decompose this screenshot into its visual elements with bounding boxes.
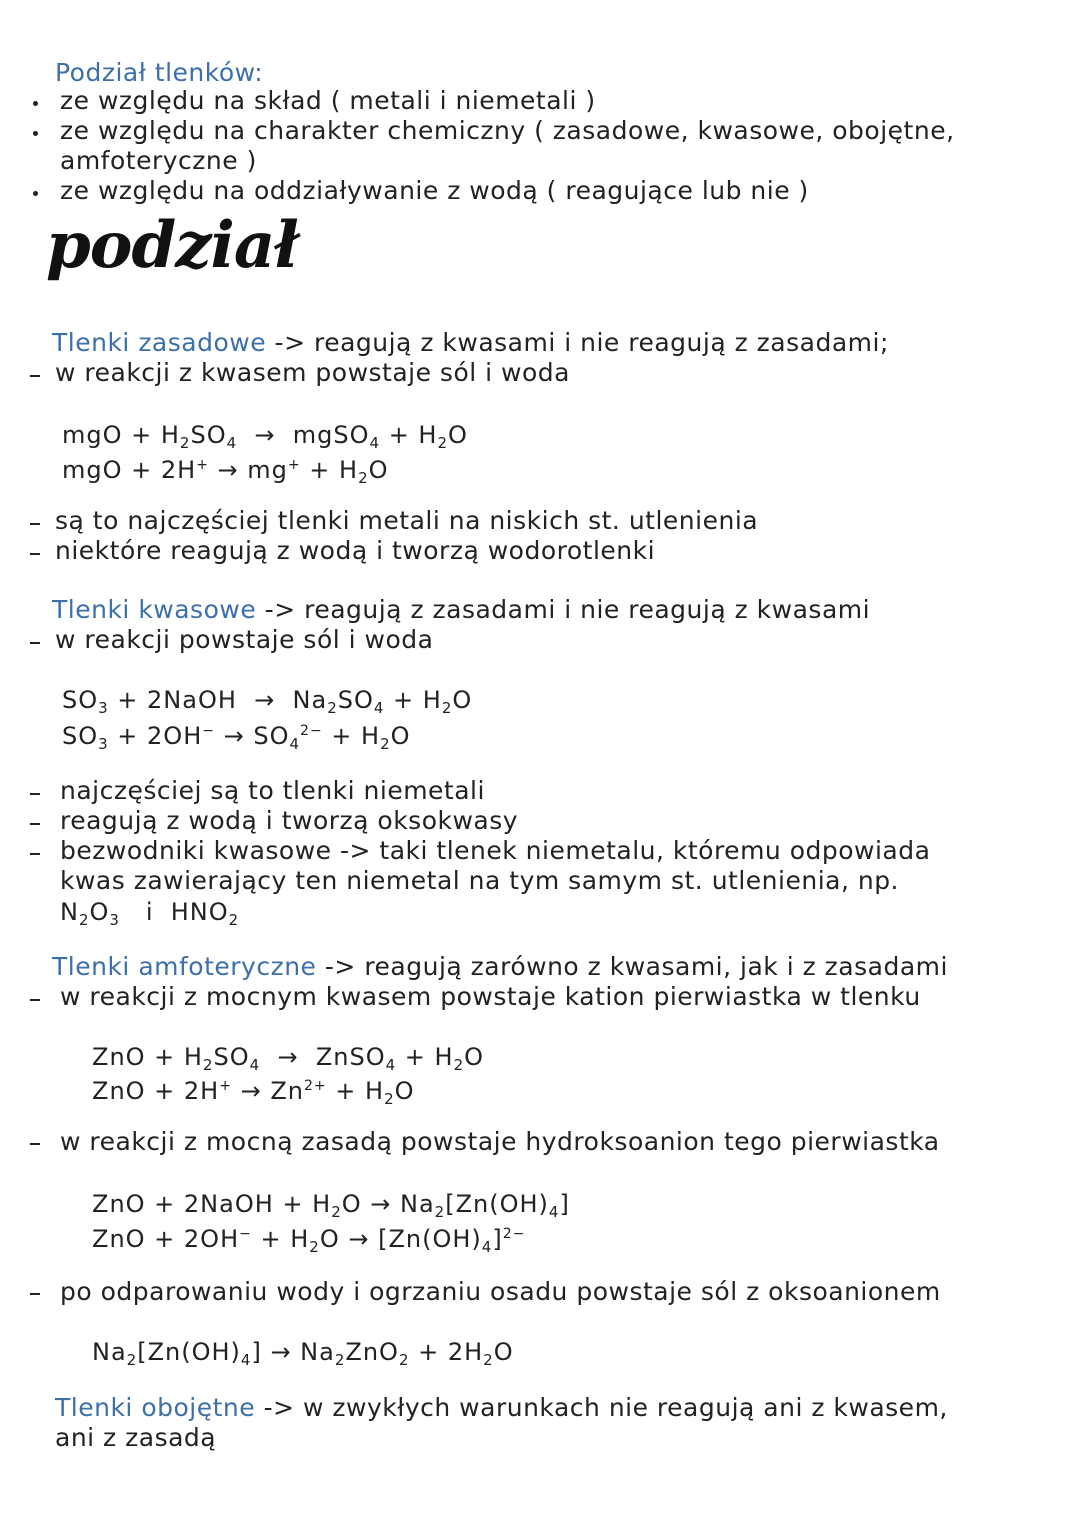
- arrow: ->: [324, 952, 356, 981]
- equation-mgo-2: mgO + $2H^+ \to mg^+ + H_2O$: [62, 456, 389, 487]
- acidic-note-2: reagują z wodą i tworzą oksokwasy: [60, 806, 519, 835]
- dash: [30, 523, 40, 525]
- dash: [30, 553, 40, 555]
- amphoteric-oxides-label: Tlenki amfoteryczne: [52, 952, 317, 981]
- dash: [30, 642, 40, 644]
- arrow: ->: [264, 595, 296, 624]
- basic-oxides-label: Tlenki zasadowe: [52, 328, 267, 357]
- amphoteric-oxides-desc: reagują zarówno z kwasami, jak i z zasadami: [364, 952, 948, 981]
- basic-note-2: niektóre reagują z wodą i tworzą wodorotlenki: [55, 536, 656, 565]
- intro-bullet-1: ze względu na skład ( metali i niemetali ): [60, 86, 596, 115]
- amphoteric-point-3: po odparowaniu wody i ogrzaniu osadu powstaje sól z oksoanionem: [60, 1277, 941, 1306]
- bullet-dot: [33, 131, 38, 136]
- neutral-oxides-header: [55, 1393, 948, 1423]
- basic-oxides-desc: reagują z kwasami i nie reagują z zasadami;: [313, 328, 889, 357]
- basic-note-1: są to najczęściej tlenki metali na niskich st. utlenienia: [55, 506, 759, 535]
- dash: [30, 1293, 40, 1295]
- equation-so3-2: $SO_3 + 2OH^- \to SO_4^{2-} + H_2O$: [62, 722, 411, 753]
- acidic-note-3-cont: kwas zawierający ten niemetal na tym samym st. utlenienia, np.: [60, 866, 900, 895]
- dash: [30, 375, 40, 377]
- acidic-oxides-header: [52, 595, 870, 625]
- amphoteric-point-2: w reakcji z mocną zasadą powstaje hydroksoanion tego pierwiastka: [60, 1127, 940, 1156]
- intro-bullet-2: ze względu na charakter chemiczny ( zasadowe, kwasowe, obojętne,: [60, 116, 955, 145]
- equation-zno-1: ZnO + $H_2SO_4$ → ZnSO$_4$ + $H_2O$: [92, 1043, 484, 1074]
- intro-bullet-2-cont: amfoteryczne ): [60, 146, 257, 175]
- page-title: podział: [46, 208, 298, 283]
- arrow: ->: [274, 328, 306, 357]
- equation-zno-4: ZnO + $2OH^- + H_2O \to [Zn(OH)_4]^{2-}$: [92, 1225, 526, 1256]
- intro-heading: Podział tlenków:: [55, 58, 264, 87]
- amphoteric-point-1: w reakcji z mocnym kwasem powstaje kation pierwiastka w tlenku: [60, 982, 921, 1011]
- dash: [30, 999, 40, 1001]
- acidic-oxides-desc: reagują z zasadami i nie reagują z kwasami: [304, 595, 871, 624]
- arrow: ->: [263, 1393, 295, 1422]
- equation-zno-3: ZnO + 2NaOH + $H_2O \to Na_2[Zn(OH)_4]$: [92, 1190, 570, 1221]
- basic-point-1: w reakcji z kwasem powstaje sól i woda: [55, 358, 570, 387]
- basic-oxides-header: [52, 328, 889, 358]
- amphoteric-oxides-header: [52, 952, 948, 982]
- bullet-dot: [33, 191, 38, 196]
- dash: [30, 853, 40, 855]
- dash: [30, 1143, 40, 1145]
- equation-so3-1: $SO_3$ + 2NaOH → $Na_2SO_4 + H_2O$: [62, 686, 473, 717]
- equation-zno-2: ZnO + $2H^+ \to Zn^{2+} + H_2O$: [92, 1077, 415, 1108]
- neutral-oxides-desc-cont: ani z zasadą: [55, 1423, 217, 1452]
- intro-bullet-3: ze względu na oddziaływanie z wodą ( reagujące lub nie ): [60, 176, 809, 205]
- acidic-oxides-label: Tlenki kwasowe: [52, 595, 257, 624]
- acidic-note-3: bezwodniki kwasowe -> taki tlenek niemetalu, któremu odpowiada: [60, 836, 931, 865]
- acidic-note-1: najczęściej są to tlenki niemetali: [60, 776, 485, 805]
- dash: [30, 793, 40, 795]
- bullet-dot: [33, 101, 38, 106]
- equation-zno-5: $Na_2[Zn(OH)_4] \to Na_2ZnO_2 + 2H_2O$: [92, 1338, 514, 1369]
- neutral-oxides-label: Tlenki obojętne: [55, 1393, 256, 1422]
- neutral-oxides-desc: w zwykłych warunkach nie reagują ani z kwasem,: [303, 1393, 948, 1422]
- example-n2o3: $N_2O_3$ i $HNO_2$: [60, 898, 240, 929]
- acidic-point-1: w reakcji powstaje sól i woda: [55, 625, 434, 654]
- dash: [30, 823, 40, 825]
- equation-mgo-1: mgO + $H_2SO_4$ → mgSO$_4$ + $H_2O$: [62, 421, 468, 452]
